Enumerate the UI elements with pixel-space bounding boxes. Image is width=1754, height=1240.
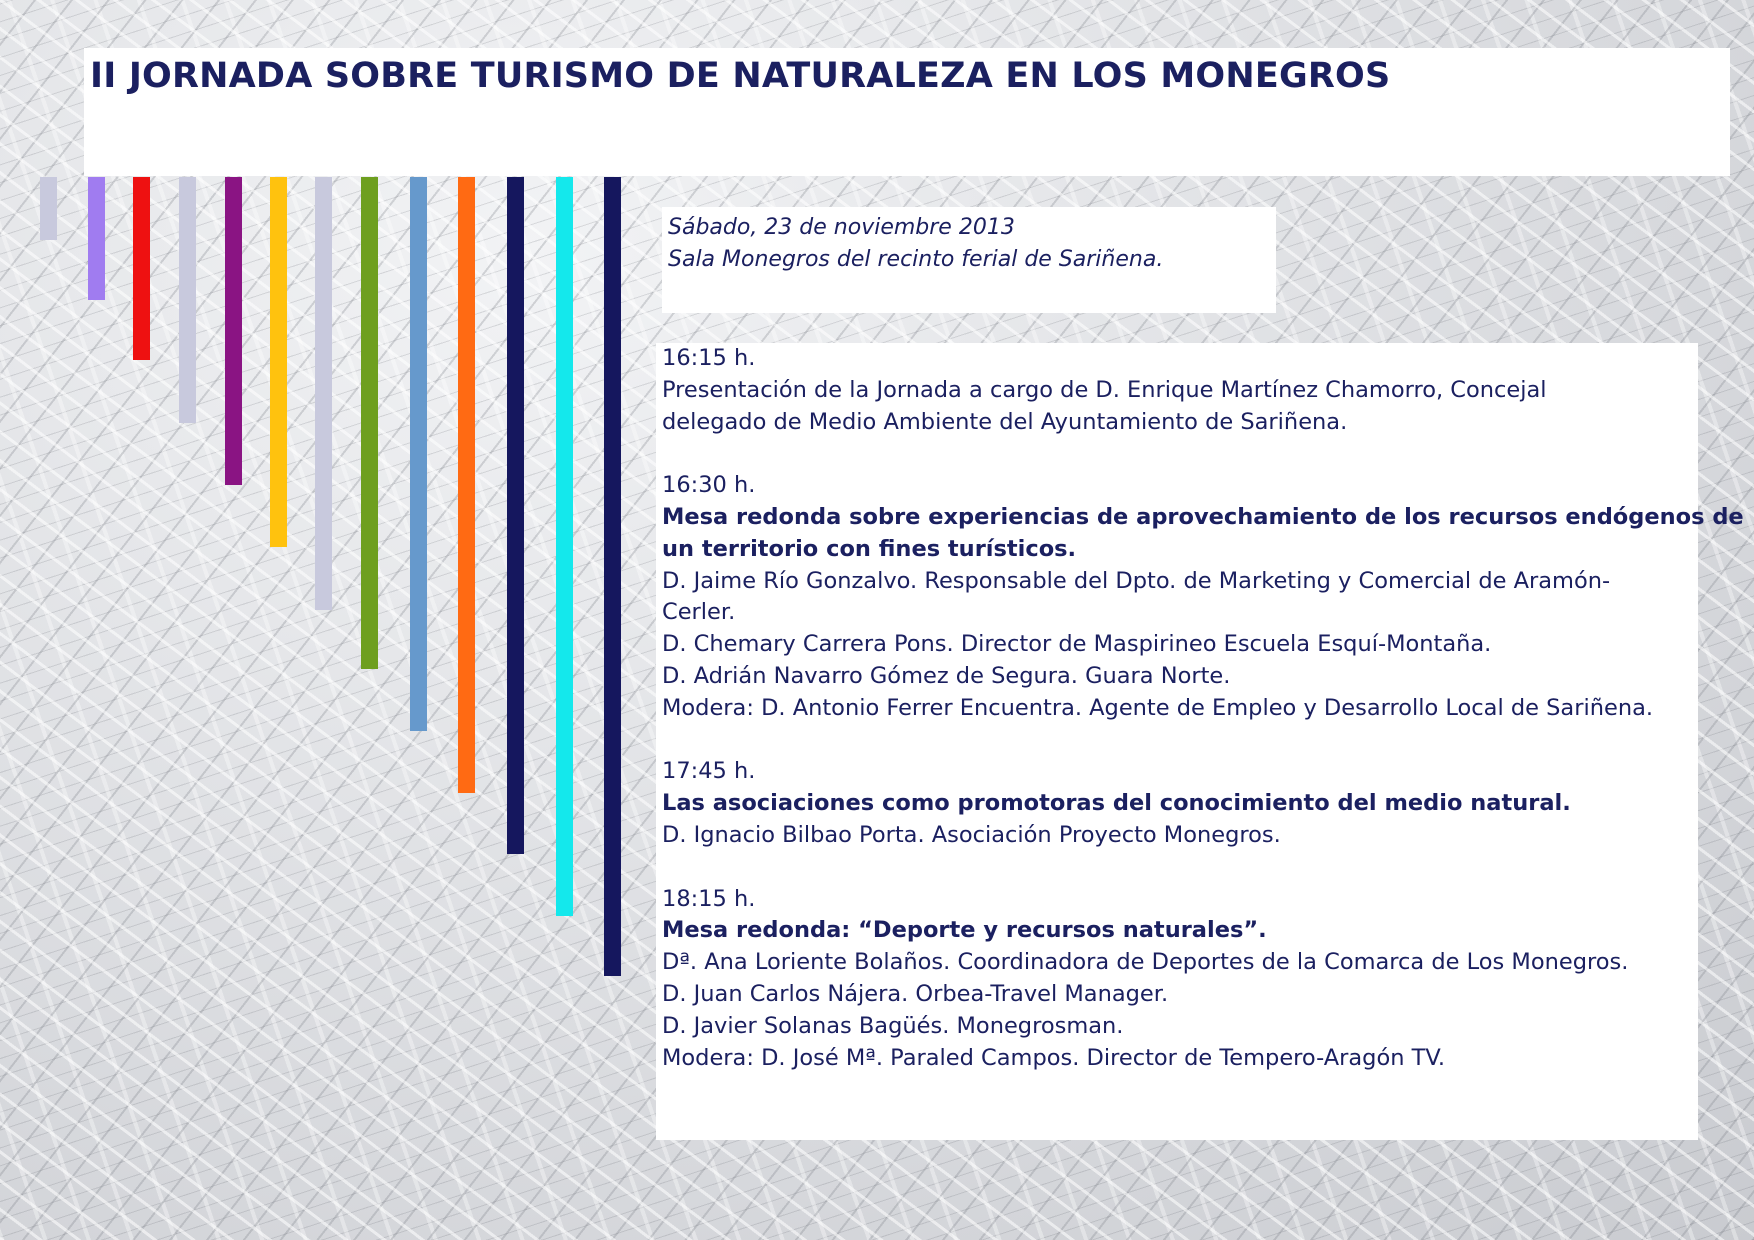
program-schedule bbox=[662, 343, 1744, 1106]
schedule-session-title: Las asociaciones como promotoras del conocimiento del medio natural. bbox=[662, 790, 1571, 817]
schedule-item bbox=[662, 756, 1692, 851]
schedule-item bbox=[662, 343, 1692, 438]
decor-bar bbox=[361, 177, 378, 669]
title-banner bbox=[84, 48, 1730, 176]
decor-bar bbox=[225, 177, 242, 485]
schedule-time: 17:45 h. bbox=[662, 758, 756, 785]
schedule-detail-line: D. Juan Carlos Nájera. Orbea-Travel Manager. bbox=[662, 980, 1169, 1007]
schedule-detail-line: Modera: D. José Mª. Paraled Campos. Director de Tempero-Aragón TV. bbox=[662, 1044, 1446, 1071]
schedule-time: 16:15 h. bbox=[662, 345, 756, 371]
decor-bar bbox=[556, 177, 573, 916]
schedule-detail-line: Cerler. bbox=[662, 599, 736, 626]
decor-bar bbox=[179, 177, 196, 423]
decor-bar bbox=[270, 177, 287, 547]
schedule-item bbox=[662, 884, 1692, 1075]
decor-bar bbox=[507, 177, 524, 854]
schedule-detail-line: D. Adrián Navarro Gómez de Segura. Guara Norte. bbox=[662, 662, 1231, 689]
schedule-time: 16:30 h. bbox=[662, 472, 756, 499]
schedule-session-title: Mesa redonda: “Deporte y recursos naturales”. bbox=[662, 917, 1267, 944]
schedule-detail-line: delegado de Medio Ambiente del Ayuntamiento de Sariñena. bbox=[662, 408, 1348, 435]
decor-bar bbox=[458, 177, 475, 793]
decor-bar bbox=[88, 177, 105, 300]
schedule-session-title: Mesa redonda sobre experiencias de aprovechamiento de los recursos endógenos de bbox=[662, 503, 1744, 530]
schedule-detail-line: D. Jaime Río Gonzalvo. Responsable del Dpto. de Marketing y Comercial de Aramón- bbox=[662, 567, 1611, 594]
decor-bar bbox=[410, 177, 427, 731]
schedule-session-title: un territorio con fines turísticos. bbox=[662, 535, 1077, 562]
page-title: II JORNADA SOBRE TURISMO DE NATURALEZA EN LOS MONEGROS bbox=[90, 56, 1391, 96]
schedule-item bbox=[662, 470, 1744, 724]
decor-bar bbox=[133, 177, 150, 360]
schedule-detail-line: D. Chemary Carrera Pons. Director de Maspirineo Escuela Esquí-Montaña. bbox=[662, 631, 1492, 658]
schedule-detail-line: Presentación de la Jornada a cargo de D. Enrique Martínez Chamorro, Concejal bbox=[662, 376, 1547, 403]
decor-bar bbox=[315, 177, 332, 610]
event-venue: Sala Monegros del recinto ferial de Sariñena. bbox=[668, 247, 1164, 272]
schedule-detail-line: Dª. Ana Loriente Bolaños. Coordinadora de Deportes de la Comarca de Los Monegros. bbox=[662, 949, 1629, 976]
schedule-detail-line: D. Ignacio Bilbao Porta. Asociación Proyecto Monegros. bbox=[662, 821, 1281, 848]
program-box bbox=[656, 343, 1744, 1140]
schedule-detail-line: Modera: D. Antonio Ferrer Encuentra. Agente de Empleo y Desarrollo Local de Sariñena. bbox=[662, 694, 1654, 721]
decor-bar bbox=[40, 177, 57, 240]
decor-bar bbox=[604, 177, 621, 976]
event-info-box bbox=[662, 207, 1276, 313]
event-date: Sábado, 23 de noviembre 2013 bbox=[668, 215, 1015, 240]
schedule-time: 18:15 h. bbox=[662, 885, 756, 912]
schedule-detail-line: D. Javier Solanas Bagüés. Monegrosman. bbox=[662, 1012, 1124, 1039]
